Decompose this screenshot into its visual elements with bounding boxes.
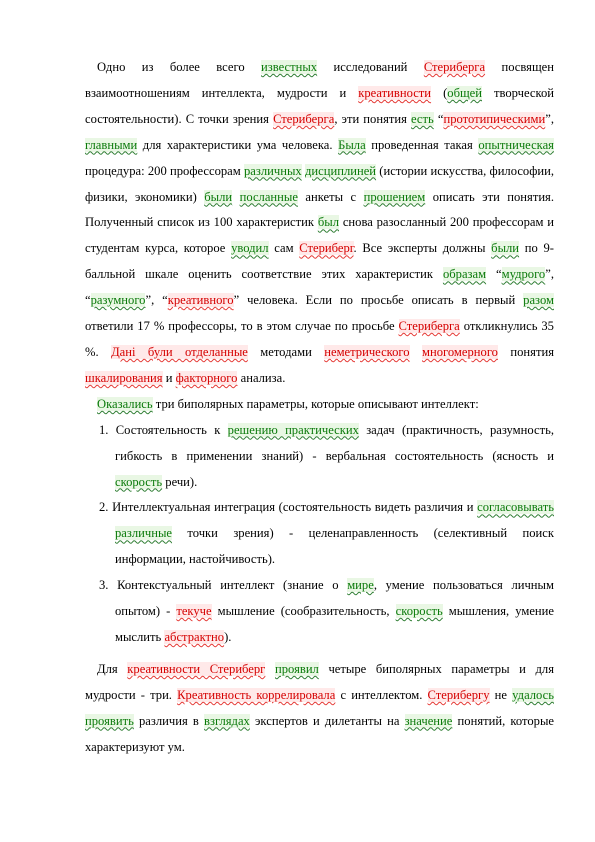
text-segment: откликнулись 35 %. — [85, 319, 554, 359]
flagged-word-red: Стериберга — [423, 60, 486, 74]
flagged-word-red: Стериберга — [398, 319, 460, 334]
text-segment: “ — [433, 111, 444, 126]
list-item-1 — [85, 418, 554, 496]
flagged-word-green: известных — [261, 60, 318, 74]
text-segment: четыре биполярных параметры и для мудрости - три. — [85, 661, 554, 702]
flagged-word-green: были — [491, 241, 520, 256]
flagged-word-red: Стериберг — [299, 241, 354, 256]
text-segment: три биполярных параметры, которые описывают интеллект: — [152, 396, 479, 411]
text-segment: ( — [431, 85, 448, 100]
text-segment: (истории искусства, философии, физики, экономики) — [85, 163, 554, 204]
parameters-intro — [85, 392, 554, 418]
flagged-word-green: разом — [523, 293, 554, 308]
text-segment: “ — [486, 267, 502, 282]
text-segment: методами — [247, 344, 325, 359]
flagged-word-green: скорость — [395, 604, 443, 619]
text-segment — [232, 190, 239, 204]
flagged-word-green: главными — [85, 137, 138, 152]
flagged-word-red: неметрического — [324, 344, 410, 359]
flagged-word-red: прототипическими — [443, 111, 546, 126]
text-segment: проведенная такая — [365, 137, 479, 152]
text-segment: не — [489, 687, 513, 702]
flagged-word-green: уводил — [231, 241, 269, 256]
text-segment: ”, “ — [145, 293, 168, 308]
text-segment: речи). — [162, 474, 198, 489]
flagged-word-red: креативности Стериберг — [127, 661, 266, 676]
list-item-2 — [85, 495, 554, 573]
text-segment: , эти понятия — [334, 111, 412, 126]
flagged-word-red: Креативность коррелировала — [177, 687, 336, 702]
flagged-word-green: общей — [447, 85, 482, 100]
flagged-word-green: разумного — [90, 293, 146, 308]
text-segment: ” человека. Если по просьбе описать в первый — [233, 293, 524, 308]
text-segment: с интеллектом. — [335, 687, 428, 702]
flagged-word-green: есть — [411, 111, 434, 126]
flagged-word-red: креативного — [167, 293, 234, 308]
text-segment: описать эти понятия. Полученный список из 100 характеристик — [85, 189, 555, 230]
flagged-word-green: прошением — [363, 189, 426, 204]
list-item-3 — [85, 573, 554, 651]
text-segment: экспертов и дилетанты на — [249, 713, 405, 728]
flagged-word-green: дисциплиней — [304, 163, 377, 178]
text-segment: точки зрения) - целенаправленность (селективный поиск информации, настойчивость). — [115, 526, 554, 567]
flagged-word-red: факторного — [175, 370, 238, 385]
text-segment: для характеристики ума человека. — [137, 137, 339, 152]
text-segment: сам — [268, 241, 300, 256]
flagged-word-red: текуче — [176, 604, 212, 619]
flagged-word-red: креативности — [358, 85, 432, 100]
text-segment: ответили 17 % профессоры, то в этом случае по просьбе — [85, 319, 399, 334]
flagged-word-green: мире — [347, 578, 374, 593]
flagged-word-green: скорость — [115, 474, 163, 489]
document-body — [85, 55, 554, 760]
flagged-word-green: опытническая — [478, 137, 554, 152]
conclusion-paragraph — [85, 657, 554, 761]
text-segment: 3. Контекстуальный интеллект (знание о — [99, 578, 348, 593]
text-segment: понятий, которые характеризуют ум. — [85, 713, 554, 754]
text-segment: понятия — [497, 344, 555, 359]
text-segment: задач (практичность, разумность, гибкость в применении знаний) - вербальная состоятельность (ясность и — [115, 422, 554, 463]
text-segment: анкеты с — [297, 189, 364, 204]
text-segment: различия в — [133, 713, 205, 728]
text-segment: ). — [224, 629, 232, 644]
text-segment: снова разосланный 200 профессорам и студентам курса, которое — [85, 215, 554, 256]
text-segment: ”, — [545, 111, 554, 126]
flagged-word-green: образам — [442, 267, 487, 282]
text-segment: мышление (сообразительность, — [211, 604, 396, 619]
text-segment: и — [162, 370, 176, 385]
flagged-word-red: Стерибергу — [427, 687, 490, 702]
flagged-word-green: был — [317, 215, 339, 230]
flagged-word-red: Стериберга — [273, 111, 335, 126]
flagged-word-green: различных — [244, 163, 302, 178]
text-segment: 2. Интеллектуальная интеграция (состоятельность видеть различия и — [99, 500, 478, 515]
flagged-word-green: Была — [338, 137, 366, 152]
flagged-word-green: значение — [404, 713, 453, 728]
text-segment: мышления, умение мыслить — [115, 604, 555, 644]
flagged-word-green: Оказались — [97, 396, 153, 411]
text-segment: , умение пользоваться личным опытом) - — [115, 578, 554, 619]
text-segment: процедура: 200 профессорам — [85, 163, 244, 178]
flagged-word-green: проявил — [274, 661, 319, 676]
text-segment — [265, 662, 275, 676]
flagged-word-green: были — [204, 189, 233, 204]
intro-paragraph — [85, 55, 554, 392]
text-segment: ”, “ — [85, 267, 554, 308]
flagged-word-green: посланные — [239, 189, 298, 204]
parameters-list — [85, 418, 554, 651]
text-segment: посвящен взаимоотношениям интеллекта, мудрости и — [85, 60, 554, 100]
flagged-word-red: шкалирования — [85, 370, 163, 385]
flagged-word-green: мудрого — [501, 267, 546, 282]
flagged-word-red: многомерного — [422, 344, 498, 359]
text-segment: исследований — [317, 60, 424, 74]
text-segment: творческой состоятельности). С точки зрения — [85, 85, 555, 126]
flagged-word-red: Дані були отделанные — [111, 344, 248, 359]
flagged-word-red: абстрактно — [164, 629, 225, 644]
flagged-word-green: взглядах — [204, 713, 250, 728]
text-segment: Одно из более всего — [97, 60, 262, 74]
text-segment: Для — [97, 661, 128, 676]
flagged-word-green: согласовывать различные — [115, 500, 554, 541]
text-segment — [410, 345, 422, 359]
flagged-word-green: решению практических — [227, 422, 359, 437]
text-segment: 1. Состоятельность к — [99, 422, 228, 437]
text-segment: анализа. — [237, 370, 286, 385]
text-segment: . Все эксперты должны — [353, 241, 492, 256]
text-segment: по 9-балльной шкале оценить соответствие этих характеристик — [85, 241, 554, 282]
flagged-word-green: удалось проявить — [85, 687, 554, 728]
